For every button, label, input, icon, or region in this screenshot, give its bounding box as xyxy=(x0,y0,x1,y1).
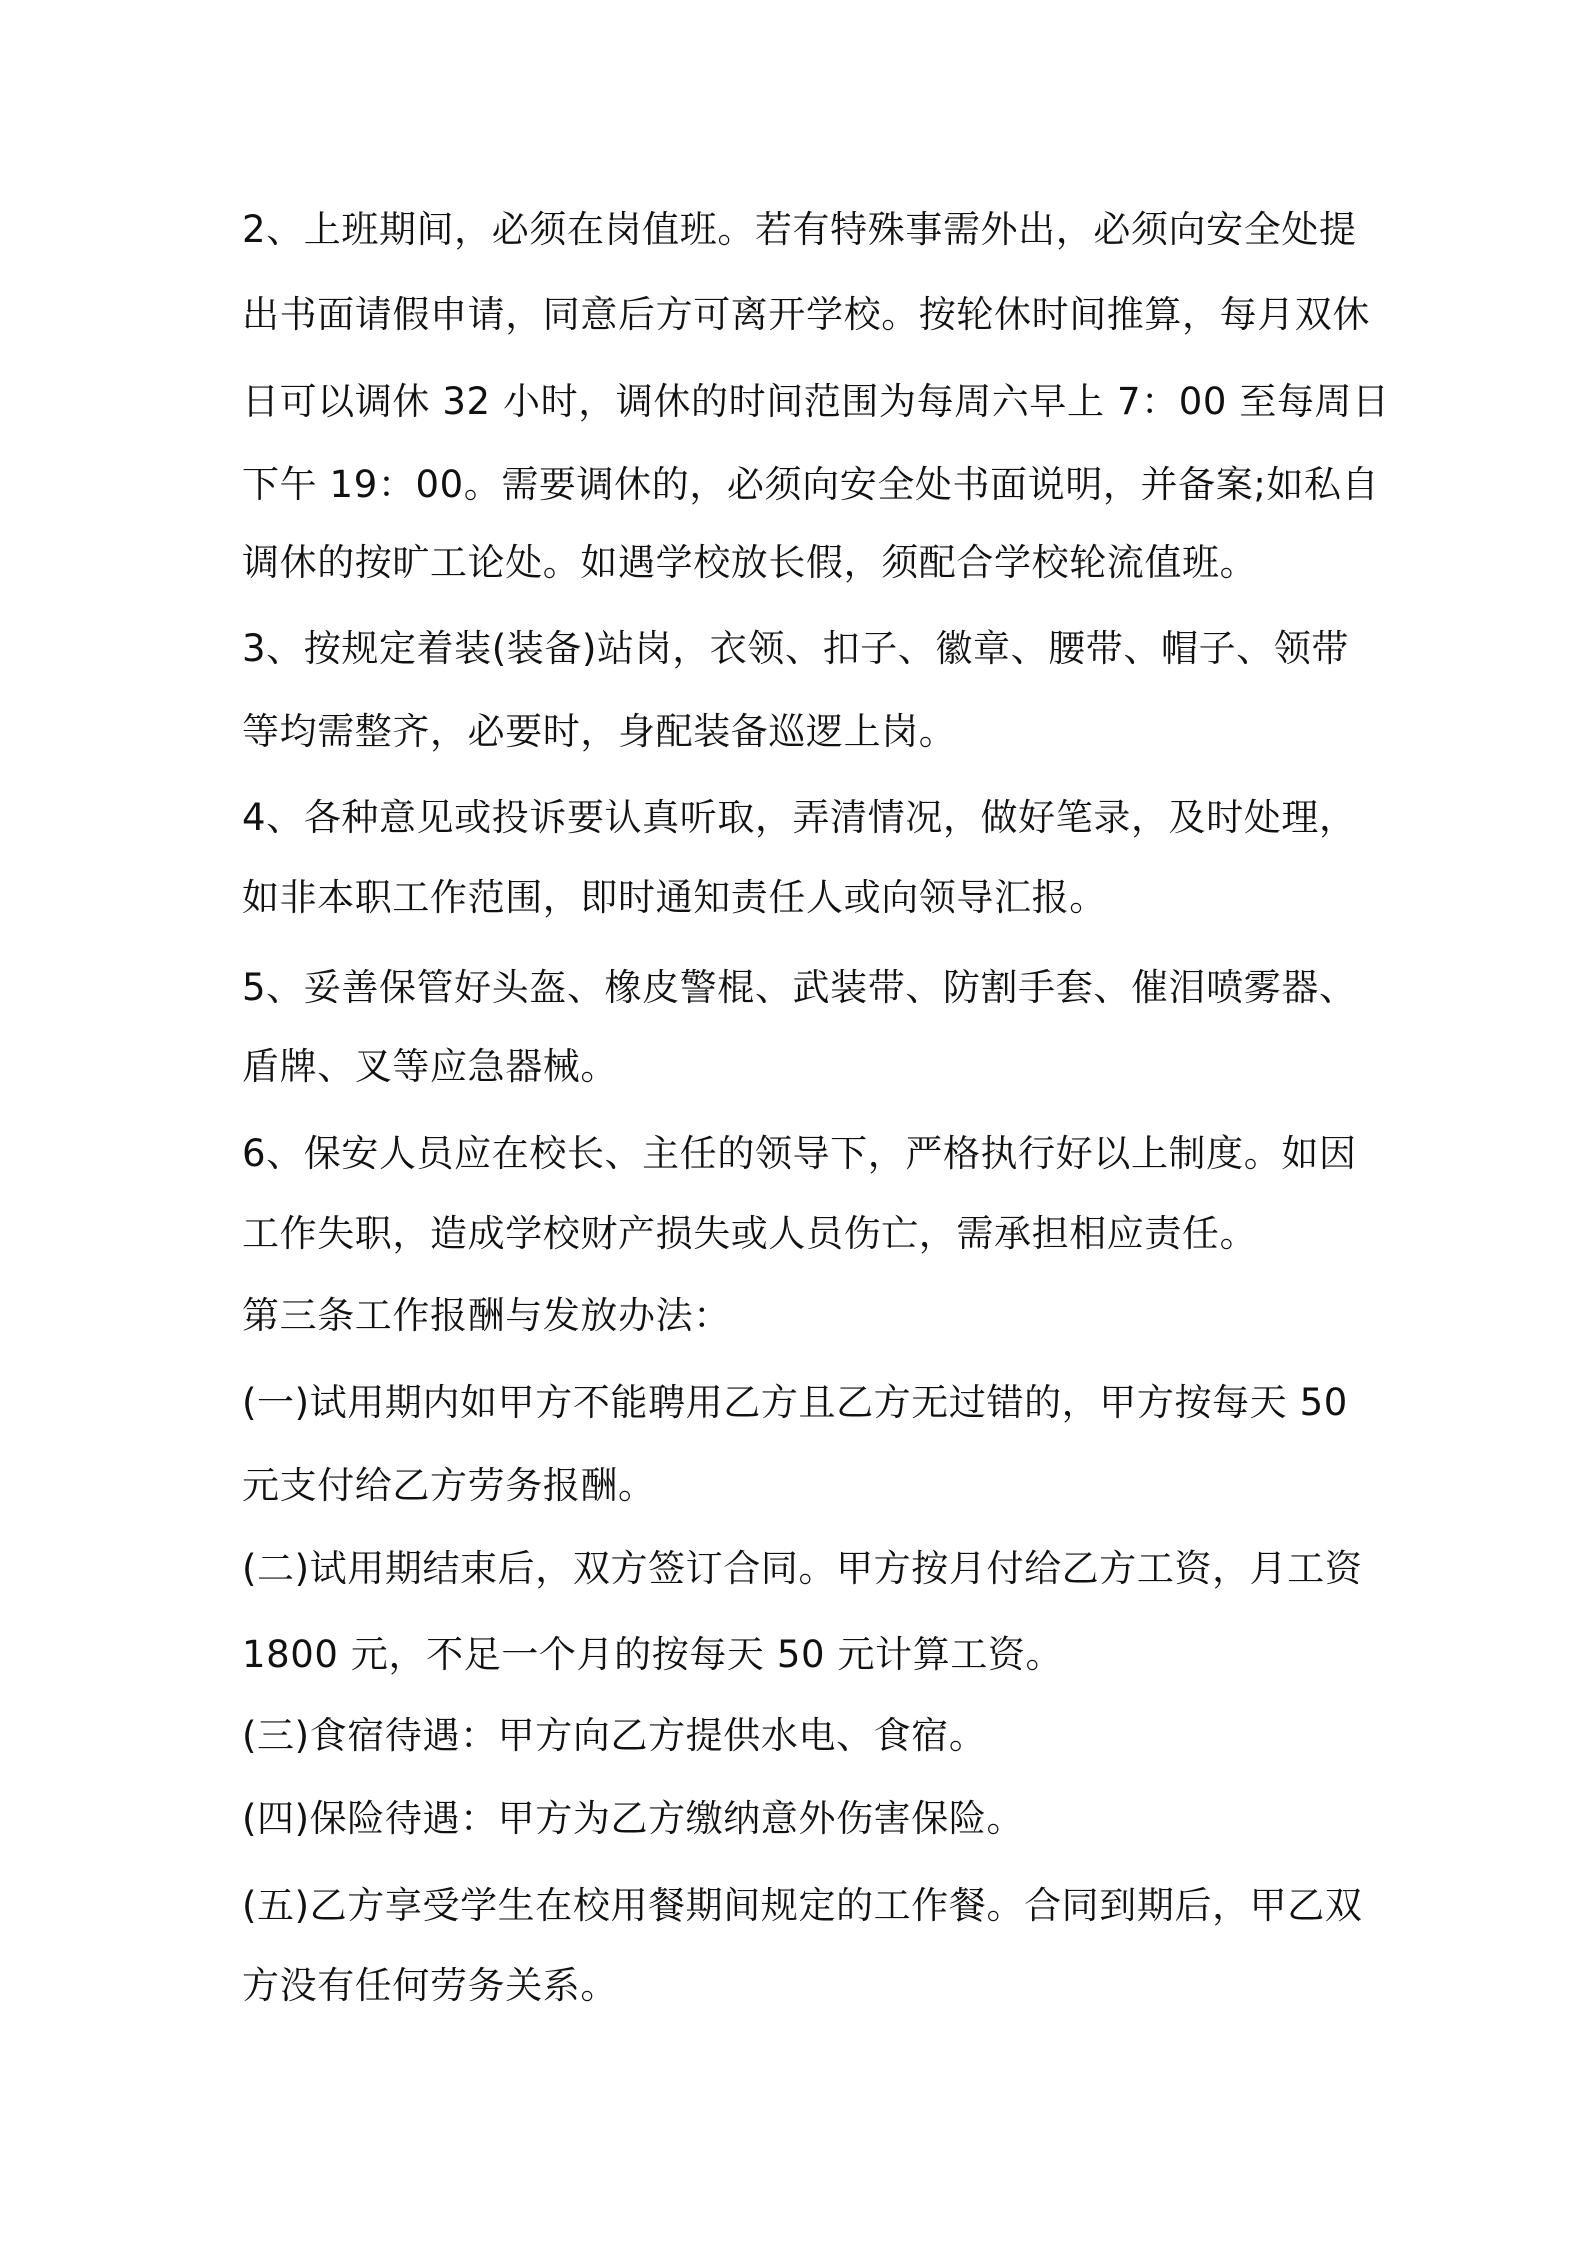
item-2-line-2: 1800 元，不足一个月的按每天 50 元计算工资。 xyxy=(242,1633,1064,1676)
clause-3-line-1: 3、按规定着装(装备)站岗，衣领、扣子、徽章、腰带、帽子、领带 xyxy=(242,627,1350,670)
clause-4-line-2: 如非本职工作范围，即时通知责任人或向领导汇报。 xyxy=(242,876,1107,919)
item-3-line: (三)食宿待遇：甲方向乙方提供水电、食宿。 xyxy=(242,1714,987,1757)
item-1-line-2: 元支付给乙方劳务报酬。 xyxy=(242,1464,656,1507)
clause-2-line-1: 2、上班期间，必须在岗值班。若有特殊事需外出，必须向安全处提 xyxy=(242,208,1357,251)
clause-5-line-2: 盾牌、叉等应急器械。 xyxy=(242,1045,618,1088)
clause-3-line-2: 等均需整齐，必要时，身配装备巡逻上岗。 xyxy=(242,710,957,753)
item-5-line-1: (五)乙方享受学生在校用餐期间规定的工作餐。合同到期后，甲乙双 xyxy=(242,1884,1363,1927)
clause-2-line-4: 下午 19：00。需要调休的，必须向安全处书面说明，并备案;如私自 xyxy=(242,463,1380,506)
clause-2-line-3: 日可以调休 32 小时，调休的时间范围为每周六早上 7：00 至每周日 xyxy=(242,380,1390,423)
item-2-line-1: (二)试用期结束后，双方签订合同。甲方按月付给乙方工资，月工资 xyxy=(242,1547,1363,1590)
item-4-line: (四)保险待遇：甲方为乙方缴纳意外伤害保险。 xyxy=(242,1797,1025,1840)
section-three-heading: 第三条工作报酬与发放办法： xyxy=(242,1294,731,1337)
clause-6-line-1: 6、保安人员应在校长、主任的领导下，严格执行好以上制度。如因 xyxy=(242,1132,1357,1175)
clause-4-line-1: 4、各种意见或投诉要认真听取，弄清情况，做好笔录，及时处理， xyxy=(242,796,1357,839)
item-1-line-1: (一)试用期内如甲方不能聘用乙方且乙方无过错的，甲方按每天 50 xyxy=(242,1381,1348,1424)
clause-2-line-5: 调休的按旷工论处。如遇学校放长假，须配合学校轮流值班。 xyxy=(242,541,1258,584)
item-5-line-2: 方没有任何劳务关系。 xyxy=(242,1964,618,2007)
clause-2-line-2: 出书面请假申请，同意后方可离开学校。按轮休时间推算，每月双休 xyxy=(242,293,1370,336)
clause-6-line-2: 工作失职，造成学校财产损失或人员伤亡，需承担相应责任。 xyxy=(242,1212,1258,1255)
clause-5-line-1: 5、妥善保管好头盔、橡皮警棍、武装带、防割手套、催泪喷雾器、 xyxy=(242,966,1357,1009)
